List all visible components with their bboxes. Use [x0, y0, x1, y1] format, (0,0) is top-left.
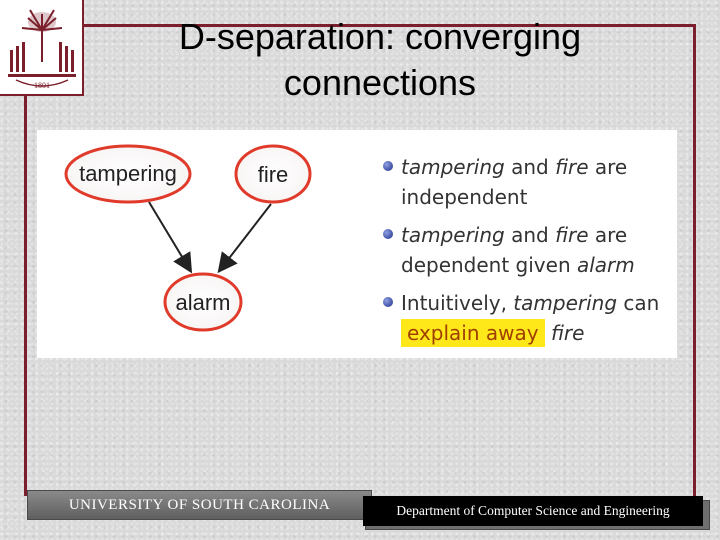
slide-title: D-separation: converging connections	[178, 16, 582, 103]
highlight-explain-away: explain away	[401, 319, 545, 347]
bullet-term: tampering	[401, 155, 505, 179]
edge-fire-alarm	[220, 204, 271, 270]
bullet-term: tampering	[401, 223, 505, 247]
university-seal-palmetto-icon	[0, 0, 84, 96]
slide-frame-right	[693, 24, 696, 499]
bullet-text: can	[617, 291, 660, 315]
bullet-item-independent	[383, 152, 673, 212]
bullet-text: and	[504, 223, 556, 247]
bayes-net-diagram	[37, 130, 377, 358]
edge-tampering-alarm	[149, 202, 190, 270]
footer-department	[365, 500, 710, 530]
bullet-text: Intuitively,	[401, 291, 514, 315]
bullet-icon	[383, 161, 393, 171]
bullet-text: are dependent given	[401, 223, 628, 277]
bullet-item-explain-away	[383, 288, 673, 348]
slide-frame-left	[24, 96, 27, 496]
bullet-item-dependent	[383, 220, 673, 280]
bullet-term: fire	[550, 321, 585, 345]
content-panel	[37, 130, 677, 358]
bullet-icon	[383, 297, 393, 307]
footer-department-label: Department of Computer Science and Engineering	[396, 503, 670, 518]
footer-university	[27, 490, 372, 520]
footer-university-label: UNIVERSITY OF SOUTH CAROLINA	[68, 497, 331, 513]
bullet-term: alarm	[576, 253, 635, 277]
node-tampering-label: tampering	[79, 161, 177, 186]
footer-department-bg	[363, 496, 703, 526]
node-fire-label: fire	[257, 162, 289, 187]
bullet-text: and	[504, 155, 556, 179]
bullet-text: are independent	[401, 155, 628, 209]
bullet-icon	[383, 229, 393, 239]
bullet-term: tampering	[513, 291, 618, 315]
bullet-term: fire	[555, 155, 589, 179]
university-logo	[0, 0, 84, 96]
bullet-term: fire	[555, 223, 589, 247]
bullet-list	[383, 152, 673, 356]
node-alarm-label: alarm	[175, 290, 231, 315]
logo-year: 1801	[34, 81, 50, 90]
